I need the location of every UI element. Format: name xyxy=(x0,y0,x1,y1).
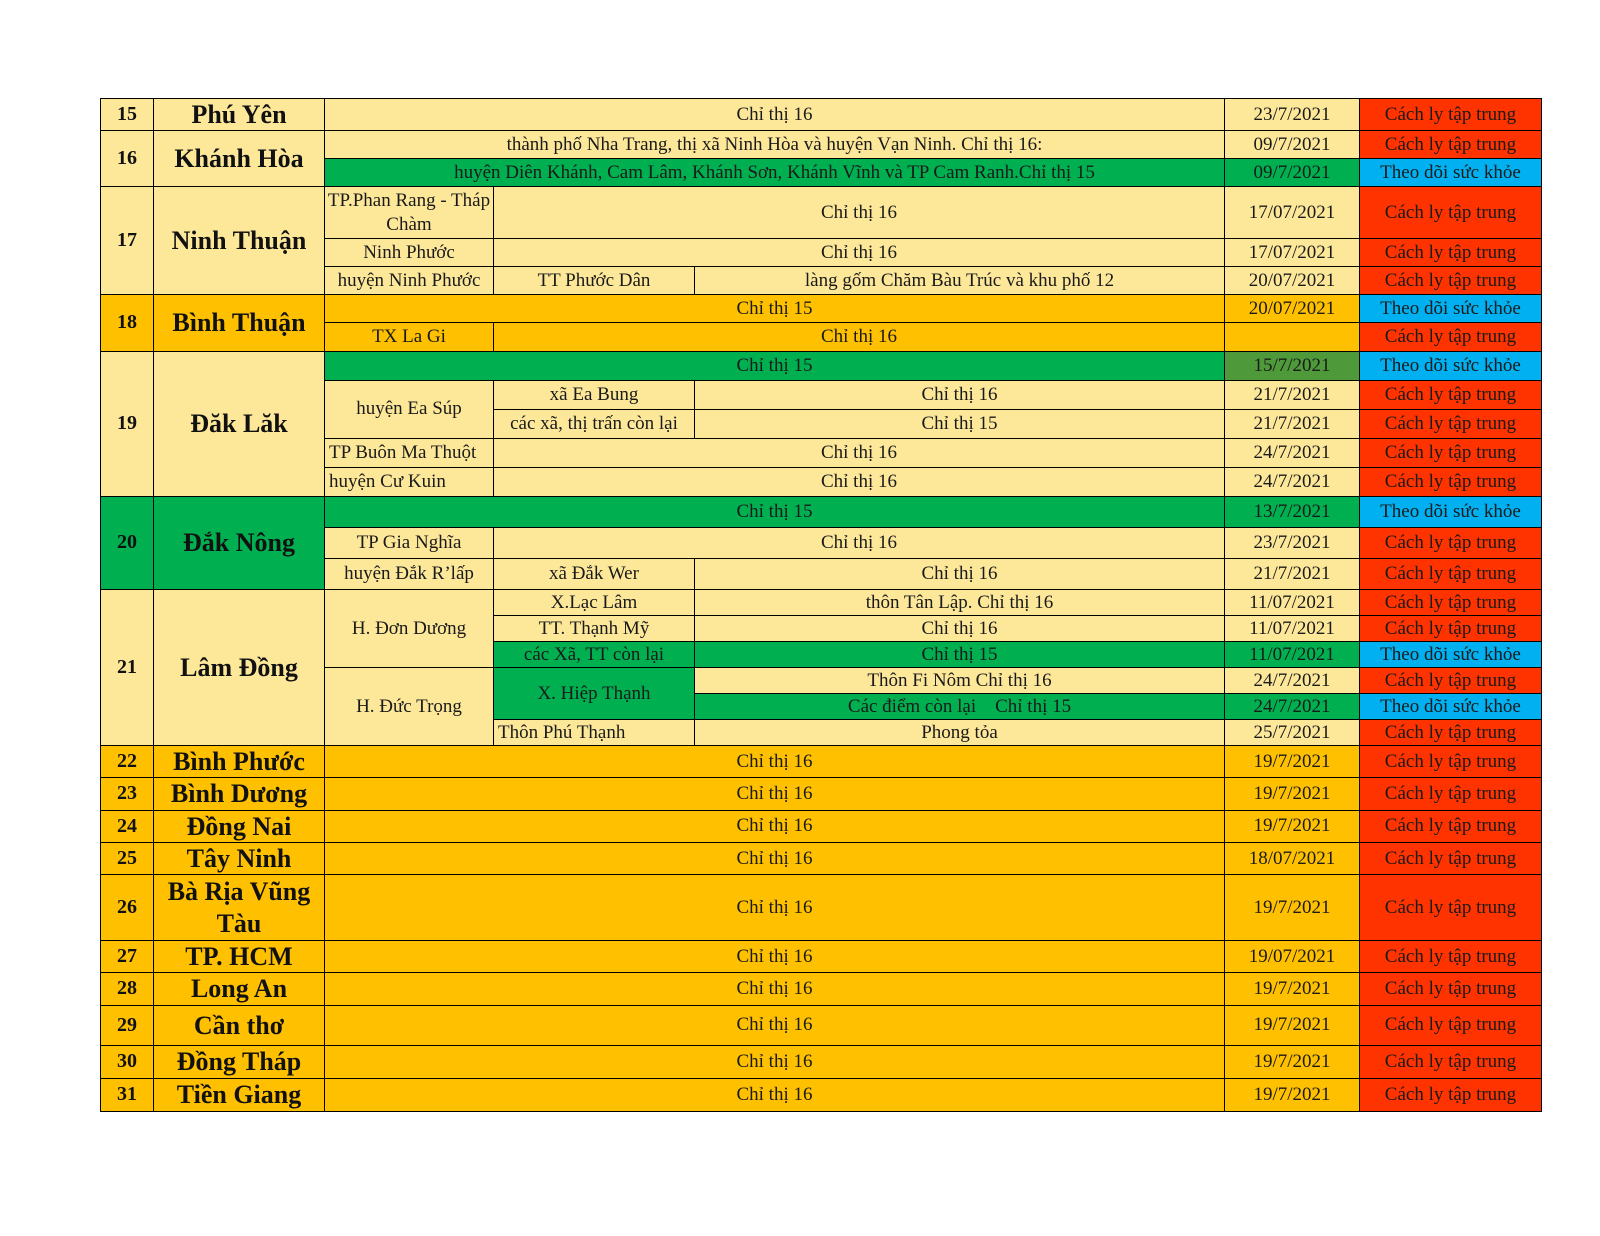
status-badge: Cách ly tập trung xyxy=(1360,239,1542,267)
date-cell: 24/7/2021 xyxy=(1225,438,1360,467)
policy-cell: Chỉ thị 16 xyxy=(695,615,1225,641)
table-row xyxy=(101,778,1542,810)
table-row xyxy=(101,99,1542,131)
policy-cell: Chỉ thị 16 xyxy=(494,527,1225,558)
status-badge: Cách ly tập trung xyxy=(1360,558,1542,589)
province-name: Ninh Thuận xyxy=(154,187,325,295)
status-badge: Cách ly tập trung xyxy=(1360,267,1542,295)
status-badge: Theo dõi sức khỏe xyxy=(1360,641,1542,667)
policy-cell: Các điểm còn lại Chỉ thị 15 xyxy=(695,694,1225,720)
policy-cell: Chỉ thị 16 xyxy=(494,467,1225,496)
status-badge: Theo dõi sức khỏe xyxy=(1360,351,1542,380)
status-badge: Cách ly tập trung xyxy=(1360,615,1542,641)
row-number: 25 xyxy=(101,842,154,874)
date-cell: 19/07/2021 xyxy=(1225,941,1360,973)
date-cell: 09/7/2021 xyxy=(1225,131,1360,159)
area-cell: Ninh Phước xyxy=(325,239,494,267)
area-cell: TP Buôn Ma Thuột xyxy=(325,438,494,467)
date-cell: 19/7/2021 xyxy=(1225,1078,1360,1111)
table-row xyxy=(101,131,1542,159)
area-cell: huyện Cư Kuin xyxy=(325,467,494,496)
status-badge: Cách ly tập trung xyxy=(1360,973,1542,1005)
subarea-cell: xã Ea Bung xyxy=(494,380,695,409)
date-cell: 19/7/2021 xyxy=(1225,973,1360,1005)
date-cell: 09/7/2021 xyxy=(1225,159,1360,187)
province-name: Tây Ninh xyxy=(154,842,325,874)
subarea-cell: X. Hiệp Thạnh xyxy=(494,667,695,719)
row-number: 16 xyxy=(101,131,154,187)
row-number: 17 xyxy=(101,187,154,295)
date-cell: 13/7/2021 xyxy=(1225,496,1360,527)
date-cell: 18/07/2021 xyxy=(1225,842,1360,874)
status-badge: Cách ly tập trung xyxy=(1360,1005,1542,1045)
policy-cell: Chỉ thị 16 xyxy=(325,941,1225,973)
province-name: Bà Rịa Vũng Tàu xyxy=(154,875,325,941)
policy-cell: Chỉ thị 16 xyxy=(494,187,1225,239)
policy-cell: Chỉ thị 15 xyxy=(695,409,1225,438)
table-row xyxy=(101,1045,1542,1078)
subarea-cell: TT. Thạnh Mỹ xyxy=(494,615,695,641)
date-cell: 20/07/2021 xyxy=(1225,295,1360,323)
province-name: Đồng Tháp xyxy=(154,1045,325,1078)
row-number: 15 xyxy=(101,99,154,131)
province-name: Bình Dương xyxy=(154,778,325,810)
province-name: Bình Phước xyxy=(154,746,325,778)
date-cell: 23/7/2021 xyxy=(1225,99,1360,131)
date-cell: 19/7/2021 xyxy=(1225,1045,1360,1078)
status-badge: Cách ly tập trung xyxy=(1360,842,1542,874)
policy-cell: Phong tỏa xyxy=(695,720,1225,746)
province-name: Đắk Nông xyxy=(154,496,325,589)
policy-cell: Chỉ thị 15 xyxy=(695,641,1225,667)
table-row xyxy=(101,941,1542,973)
table-row xyxy=(101,973,1542,1005)
row-number: 18 xyxy=(101,295,154,351)
subarea-cell: xã Đắk Wer xyxy=(494,558,695,589)
date-cell: 19/7/2021 xyxy=(1225,746,1360,778)
date-cell: 17/07/2021 xyxy=(1225,239,1360,267)
date-cell: 21/7/2021 xyxy=(1225,409,1360,438)
date-cell: 19/7/2021 xyxy=(1225,810,1360,842)
date-cell: 11/07/2021 xyxy=(1225,589,1360,615)
date-cell: 23/7/2021 xyxy=(1225,527,1360,558)
table-row xyxy=(101,589,1542,615)
date-cell: 11/07/2021 xyxy=(1225,641,1360,667)
status-badge: Cách ly tập trung xyxy=(1360,527,1542,558)
subarea-cell: các xã, thị trấn còn lại xyxy=(494,409,695,438)
policy-cell: Chỉ thị 16 xyxy=(325,778,1225,810)
province-name: TP. HCM xyxy=(154,941,325,973)
policy-cell: làng gốm Chăm Bàu Trúc và khu phố 12 xyxy=(695,267,1225,295)
table-row xyxy=(101,746,1542,778)
status-badge: Cách ly tập trung xyxy=(1360,438,1542,467)
policy-cell: Thôn Fi Nôm Chỉ thị 16 xyxy=(695,667,1225,693)
policy-cell: Chỉ thị 16 xyxy=(325,842,1225,874)
province-name: Khánh Hòa xyxy=(154,131,325,187)
status-badge: Cách ly tập trung xyxy=(1360,131,1542,159)
status-badge: Theo dõi sức khỏe xyxy=(1360,694,1542,720)
status-badge: Cách ly tập trung xyxy=(1360,875,1542,941)
table-row xyxy=(101,1005,1542,1045)
subarea-cell: X.Lạc Lâm xyxy=(494,589,695,615)
table-row xyxy=(101,295,1542,323)
province-name: Đồng Nai xyxy=(154,810,325,842)
covid-measures-table xyxy=(100,98,1542,1112)
date-cell: 20/07/2021 xyxy=(1225,267,1360,295)
policy-cell: Chỉ thị 16 xyxy=(494,323,1225,351)
row-number: 21 xyxy=(101,589,154,745)
date-cell: 21/7/2021 xyxy=(1225,380,1360,409)
area-cell: TX La Gi xyxy=(325,323,494,351)
status-badge: Cách ly tập trung xyxy=(1360,409,1542,438)
table-row xyxy=(101,875,1542,941)
policy-cell: Chỉ thị 15 xyxy=(325,295,1225,323)
date-cell: 19/7/2021 xyxy=(1225,875,1360,941)
area-cell: H. Đức Trọng xyxy=(325,667,494,745)
policy-cell: Chỉ thị 15 xyxy=(325,496,1225,527)
status-badge: Cách ly tập trung xyxy=(1360,720,1542,746)
table-row xyxy=(101,187,1542,239)
province-name: Cần thơ xyxy=(154,1005,325,1045)
policy-cell: Chỉ thị 16 xyxy=(494,239,1225,267)
date-cell: 19/7/2021 xyxy=(1225,778,1360,810)
subarea-cell: các Xã, TT còn lại xyxy=(494,641,695,667)
policy-cell: Chỉ thị 16 xyxy=(325,746,1225,778)
province-name: Phú Yên xyxy=(154,99,325,131)
table-row xyxy=(101,351,1542,380)
policy-cell: Chỉ thị 16 xyxy=(325,875,1225,941)
status-badge: Cách ly tập trung xyxy=(1360,941,1542,973)
status-badge: Theo dõi sức khỏe xyxy=(1360,295,1542,323)
area-cell: huyện Đắk R’lấp xyxy=(325,558,494,589)
policy-cell: Chỉ thị 16 xyxy=(325,973,1225,1005)
date-cell: 15/7/2021 xyxy=(1225,351,1360,380)
policy-cell: Chỉ thị 16 xyxy=(695,380,1225,409)
status-badge: Theo dõi sức khỏe xyxy=(1360,159,1542,187)
area-cell: huyện Ea Súp xyxy=(325,380,494,438)
row-number: 19 xyxy=(101,351,154,496)
row-number: 28 xyxy=(101,973,154,1005)
row-number: 29 xyxy=(101,1005,154,1045)
date-cell: 24/7/2021 xyxy=(1225,467,1360,496)
date-cell: 24/7/2021 xyxy=(1225,667,1360,693)
province-name: Tiền Giang xyxy=(154,1078,325,1111)
area-cell: TP Gia Nghĩa xyxy=(325,527,494,558)
policy-cell: Chỉ thị 16 xyxy=(494,438,1225,467)
status-badge: Cách ly tập trung xyxy=(1360,778,1542,810)
row-number: 30 xyxy=(101,1045,154,1078)
row-number: 31 xyxy=(101,1078,154,1111)
status-badge: Cách ly tập trung xyxy=(1360,187,1542,239)
status-badge: Cách ly tập trung xyxy=(1360,1045,1542,1078)
policy-cell: Chỉ thị 16 xyxy=(325,1005,1225,1045)
date-cell: 21/7/2021 xyxy=(1225,558,1360,589)
status-badge: Cách ly tập trung xyxy=(1360,1078,1542,1111)
policy-cell: Chỉ thị 16 xyxy=(325,99,1225,131)
date-cell: 11/07/2021 xyxy=(1225,615,1360,641)
table-row xyxy=(101,810,1542,842)
area-cell: TP.Phan Rang - Tháp Chàm xyxy=(325,187,494,239)
date-cell: 25/7/2021 xyxy=(1225,720,1360,746)
province-name: Long An xyxy=(154,973,325,1005)
date-cell: 19/7/2021 xyxy=(1225,1005,1360,1045)
table-row xyxy=(101,842,1542,874)
status-badge: Cách ly tập trung xyxy=(1360,380,1542,409)
area-cell: H. Đơn Dương xyxy=(325,589,494,667)
row-number: 27 xyxy=(101,941,154,973)
province-name: Đăk Lăk xyxy=(154,351,325,496)
policy-cell: thành phố Nha Trang, thị xã Ninh Hòa và huyện Vạn Ninh. Chỉ thị 16: xyxy=(325,131,1225,159)
status-badge: Theo dõi sức khỏe xyxy=(1360,496,1542,527)
row-number: 23 xyxy=(101,778,154,810)
date-cell: 24/7/2021 xyxy=(1225,694,1360,720)
table-row xyxy=(101,496,1542,527)
table-row xyxy=(101,1078,1542,1111)
policy-cell: thôn Tân Lập. Chỉ thị 16 xyxy=(695,589,1225,615)
status-badge: Cách ly tập trung xyxy=(1360,810,1542,842)
policy-cell: Chỉ thị 15 xyxy=(325,351,1225,380)
subarea-cell: TT Phước Dân xyxy=(494,267,695,295)
province-name: Lâm Đồng xyxy=(154,589,325,745)
subarea-cell: Thôn Phú Thạnh xyxy=(494,720,695,746)
policy-cell: huyện Diên Khánh, Cam Lâm, Khánh Sơn, Khánh Vĩnh và TP Cam Ranh.Chỉ thị 15 xyxy=(325,159,1225,187)
status-badge: Cách ly tập trung xyxy=(1360,746,1542,778)
area-cell: huyện Ninh Phước xyxy=(325,267,494,295)
status-badge: Cách ly tập trung xyxy=(1360,667,1542,693)
status-badge: Cách ly tập trung xyxy=(1360,589,1542,615)
row-number: 22 xyxy=(101,746,154,778)
date-cell: 17/07/2021 xyxy=(1225,187,1360,239)
row-number: 26 xyxy=(101,875,154,941)
policy-cell: Chỉ thị 16 xyxy=(325,810,1225,842)
policy-cell: Chỉ thị 16 xyxy=(325,1045,1225,1078)
status-badge: Cách ly tập trung xyxy=(1360,323,1542,351)
row-number: 24 xyxy=(101,810,154,842)
row-number: 20 xyxy=(101,496,154,589)
policy-cell: Chỉ thị 16 xyxy=(325,1078,1225,1111)
date-cell-empty xyxy=(1225,323,1360,351)
status-badge: Cách ly tập trung xyxy=(1360,467,1542,496)
province-name: Bình Thuận xyxy=(154,295,325,351)
status-badge: Cách ly tập trung xyxy=(1360,99,1542,131)
policy-cell: Chỉ thị 16 xyxy=(695,558,1225,589)
